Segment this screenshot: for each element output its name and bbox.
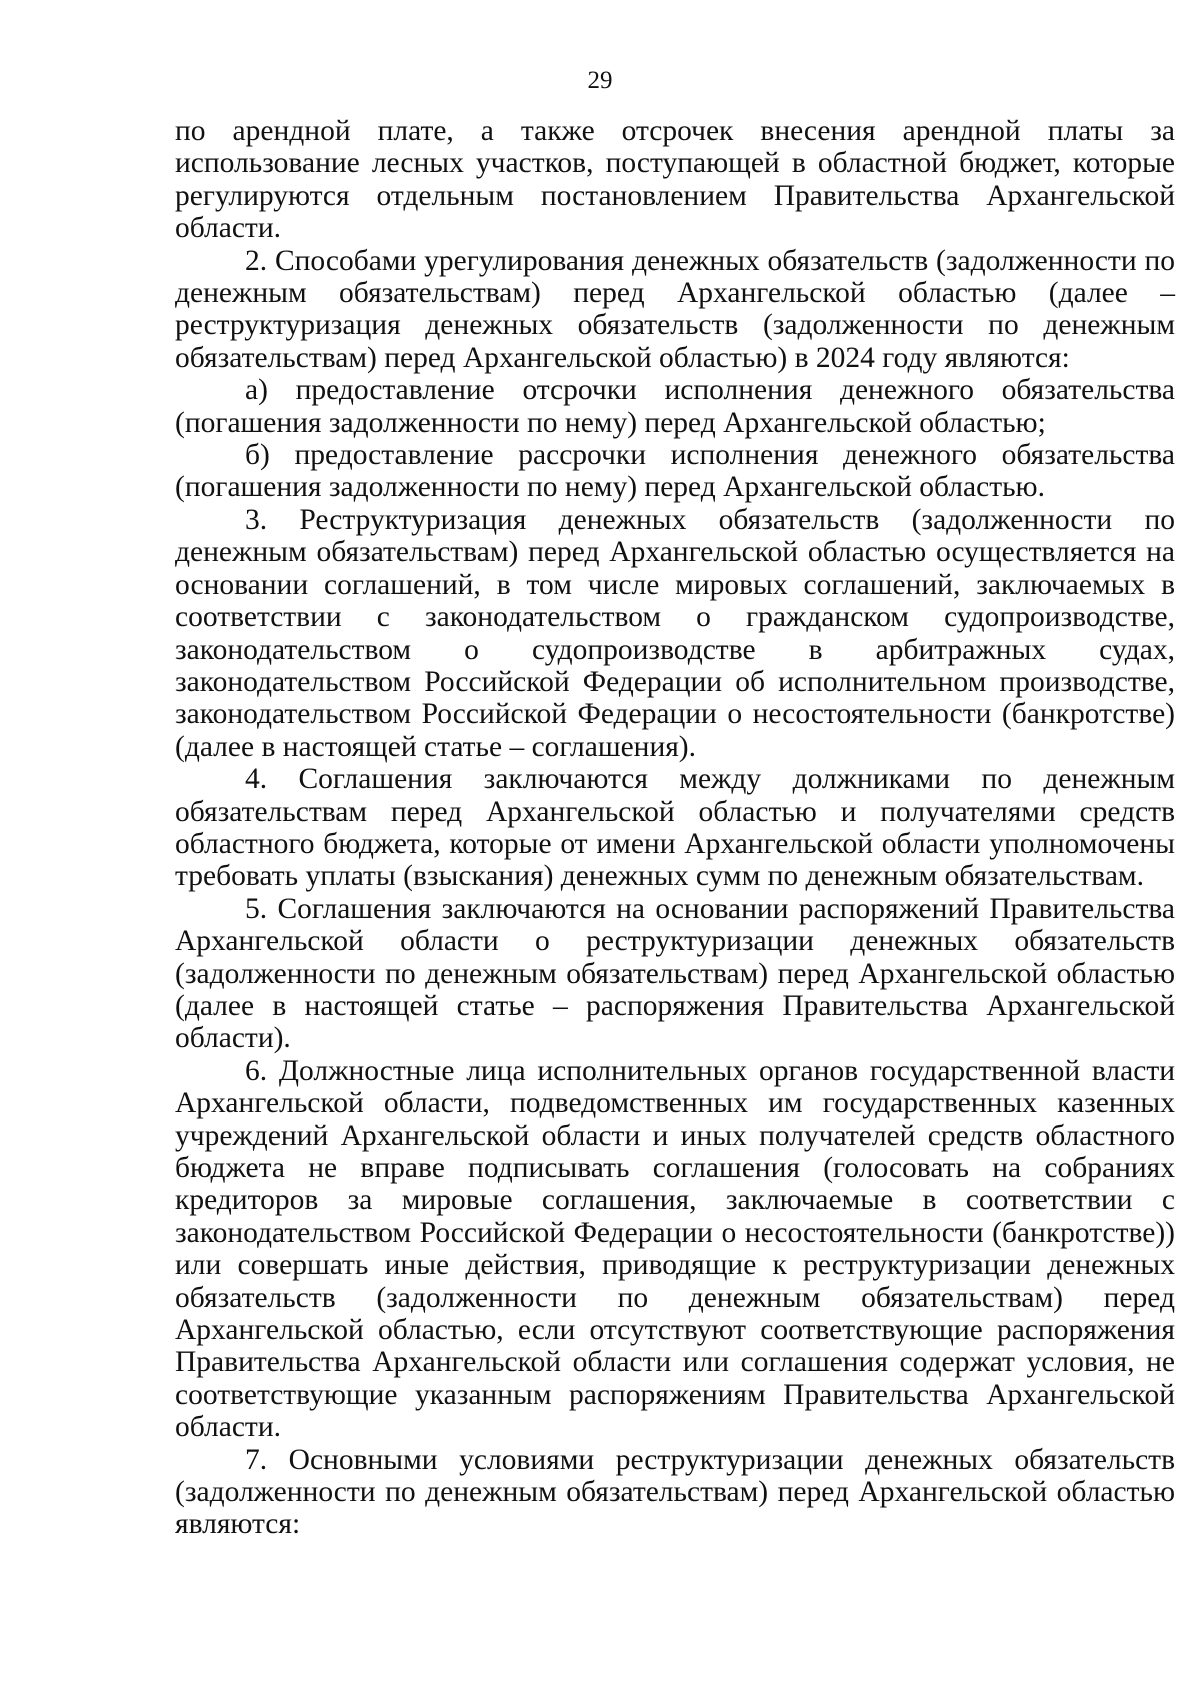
paragraph-continuation: по арендной плате, а также отсрочек внесения арендной платы за использование лесных участков, поступающей в областной бюджет, которые регулируются отдельным постановлением Правительства Архангельской области. [175,115,1175,245]
paragraph-2: 2. Способами урегулирования денежных обязательств (задолженности по денежным обязательствам) перед Архангельской областью (далее – реструктуризация денежных обязательств (задолженности по денежным обязательствам) перед Архангельской областью) в 2024 году являются: [175,244,1175,374]
paragraph-2a: а) предоставление отсрочки исполнения денежного обязательства (погашения задолженности по нему) перед Архангельской областью; [175,374,1175,439]
paragraph-4: 4. Соглашения заключаются между должниками по денежным обязательствам перед Архангельской областью и получателями средств областного бюджета, которые от имени Архангельской области уполномочены требовать уплаты (взыскания) денежных сумм по денежным обязательствам. [175,763,1175,893]
paragraph-6: 6. Должностные лица исполнительных органов государственной власти Архангельской области, подведомственных им государственных казенных учреждений Архангельской области и иных получателей средств областного бюджета не вправе подписывать соглашения (голосовать на собраниях кредиторов за мировые соглашения, заключаемые в соответствии с законодательством Российской Федерации о несостоятельности (банкротстве)) или совершать иные действия, приводящие к реструктуризации денежных обязательств (задолженности по денежным обязательствам) перед Архангельской областью, если отсутствуют соответствующие распоряжения Правительства Архангельской области или соглашения содержат условия, не соответствующие указанным распоряжениям Правительства Архангельской области. [175,1054,1175,1444]
document-body [175,115,1175,1541]
paragraph-7: 7. Основными условиями реструктуризации денежных обязательств (задолженности по денежным обязательствам) перед Архангельской областью являются: [175,1443,1175,1541]
paragraph-5: 5. Соглашения заключаются на основании распоряжений Правительства Архангельской области о реструктуризации денежных обязательств (задолженности по денежным обязательствам) перед Архангельской областью (далее в настоящей статье – распоряжения Правительства Архангельской области). [175,892,1175,1055]
paragraph-3: 3. Реструктуризация денежных обязательств (задолженности по денежным обязательствам) перед Архангельской областью осуществляется на основании соглашений, в том числе мировых соглашений, заключаемых в соответствии с законодательством о гражданском судопроизводстве, законодательством о судопроизводстве в арбитражных судах, законодательством Российской Федерации об исполнительном производстве, законодательством Российской Федерации о несостоятельности (банкротстве) (далее в настоящей статье – соглашения). [175,503,1175,763]
page-number: 29 [587,67,613,94]
paragraph-2b: б) предоставление рассрочки исполнения денежного обязательства (погашения задолженности по нему) перед Архангельской областью. [175,439,1175,504]
